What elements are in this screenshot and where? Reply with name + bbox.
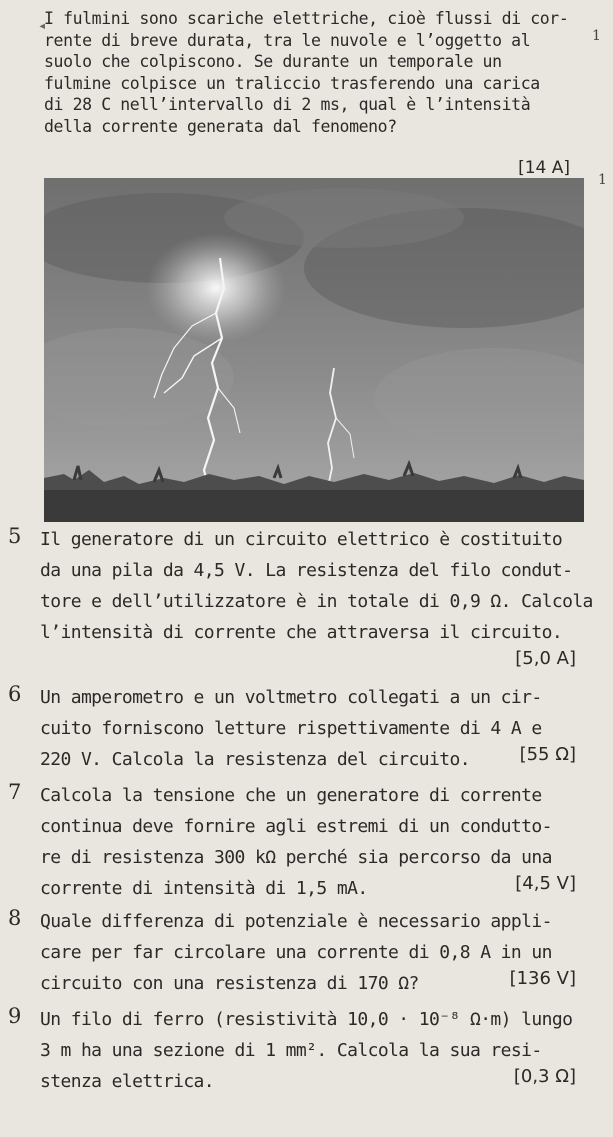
problem-line: da una pila da 4,5 V. La resistenza del filo condut- <box>40 560 573 581</box>
problem-4 <box>44 8 570 178</box>
problem-number: 6 <box>8 682 22 706</box>
problem-line: Un amperometro e un voltmetro collegati a un cir- <box>40 687 542 708</box>
problem-line: 3 m ha una sezione di 1 mm². Calcola la sua resi- <box>40 1040 542 1061</box>
problem-4-line: I fulmini sono scariche elettriche, cioè flussi di cor- <box>44 9 569 28</box>
problem-4-line: della corrente generata dal fenomeno? <box>44 116 397 136</box>
problem-4-answer: [14 A] <box>518 158 570 178</box>
problem-line: continua deve fornire agli estremi di un condutto- <box>40 816 552 837</box>
problem-line: Il generatore di un circuito elettrico è costituito <box>40 529 563 550</box>
lightning-photo <box>44 178 584 522</box>
problem-number: 5 <box>8 524 22 548</box>
problem-line: cuito forniscono letture rispettivamente di 4 A e <box>40 718 542 739</box>
problem-answer: [4,5 V] <box>515 873 576 894</box>
problem-line: 220 V. Calcola la resistenza del circuito. <box>40 749 470 770</box>
problem-4-line: rente di breve durata, tra le nuvole e l’oggetto al <box>44 30 531 50</box>
problem-line: care per far circolare una corrente di 0,8 A in un <box>40 942 552 963</box>
problem-line: l’intensità di corrente che attraversa il circuito. <box>40 622 563 643</box>
problem-line: Un filo di ferro (resistività 10,0 · 10⁻⁸ Ω·m) lungo <box>40 1009 573 1030</box>
problem-line: stenza elettrica. <box>40 1071 215 1092</box>
problem-line: corrente di intensità di 1,5 mA. <box>40 878 368 899</box>
problem-4-line: fulmine colpisce un traliccio trasferendo una carica <box>44 73 540 93</box>
problem-answer: [0,3 Ω] <box>513 1066 576 1087</box>
problem-answer: [55 Ω] <box>519 744 576 765</box>
problem-number: 7 <box>8 780 22 804</box>
problem-4-line: suolo che colpiscono. Se durante un temporale un <box>44 52 502 71</box>
problem-4-line: di 28 C nell’intervallo di 2 ms, qual è l’intensità <box>44 95 531 114</box>
problem-line: circuito con una resistenza di 170 Ω? <box>40 973 419 994</box>
problem-line: Calcola la tensione che un generatore di corrente <box>40 785 542 806</box>
problem-line: tore e dell’utilizzatore è in totale di 0,9 Ω. Calcola <box>40 591 593 612</box>
problem-number: 8 <box>8 906 22 930</box>
problem-answer: [5,0 A] <box>515 648 576 669</box>
problem-line: re di resistenza 300 kΩ perché sia percorso da una <box>40 847 552 868</box>
margin-number-mid: 1 <box>598 172 607 188</box>
problem-4-bullet: ◂ <box>38 18 47 34</box>
problem-line: Quale differenza di potenziale è necessario appli- <box>40 911 552 932</box>
problem-number: 9 <box>8 1004 22 1028</box>
margin-number-top: 1 <box>592 28 601 44</box>
problem-answer: [136 V] <box>509 968 576 989</box>
